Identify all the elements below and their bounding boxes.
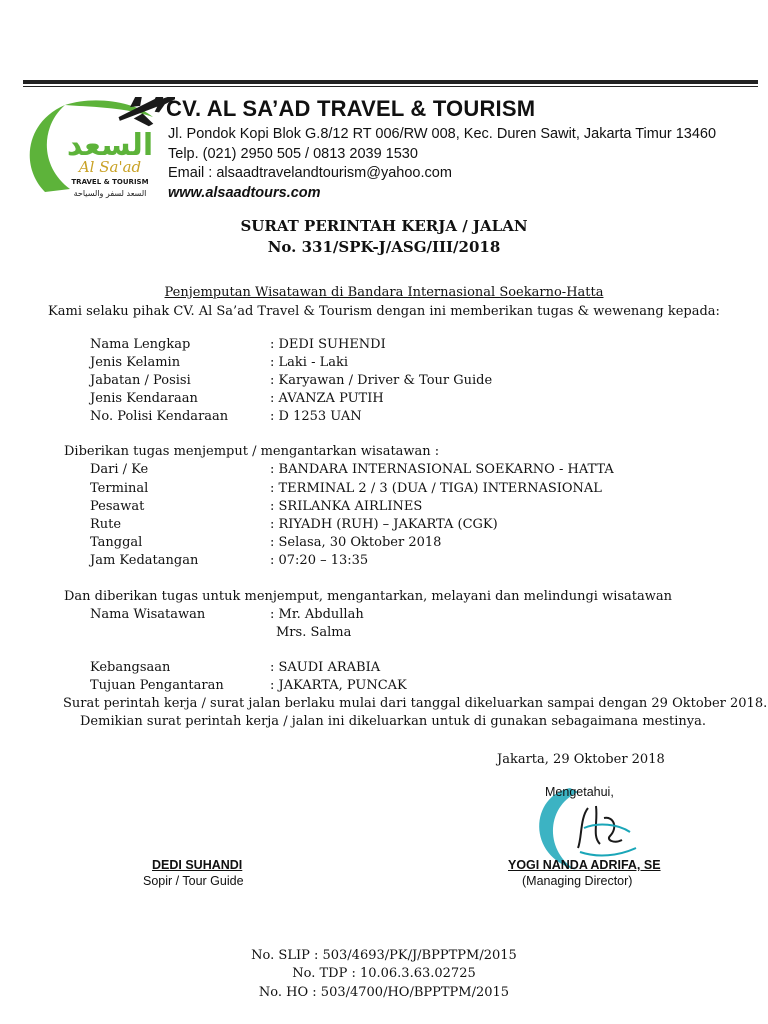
company-logo: [25, 97, 175, 202]
field-value: : TERMINAL 2 / 3 (DUA / TIGA) INTERNASIONAL: [270, 481, 602, 496]
footer-tdp: No. TDP : 10.06.3.63.02725: [292, 966, 476, 981]
field-value: : DEDI SUHENDI: [270, 337, 386, 352]
field-label: Rute: [90, 517, 122, 532]
driver-signature-name: DEDI SUHANDI: [152, 858, 243, 872]
director-signature-role: (Managing Director): [522, 874, 633, 888]
field-value: : BANDARA INTERNASIONAL SOEKARNO - HATTA: [270, 462, 614, 477]
driver-signature-role: Sopir / Tour Guide: [143, 874, 244, 888]
field-value: : D 1253 UAN: [270, 409, 362, 424]
field-label: Jabatan / Posisi: [90, 373, 191, 388]
field-label: Kebangsaan: [90, 660, 171, 675]
field-label: Jenis Kelamin: [90, 355, 181, 370]
footer-ho: No. HO : 503/4700/HO/BPPTPM/2015: [258, 985, 510, 1000]
closing-text: Demikian surat perintah kerja / jalan ini dikeluarkan untuk di gunakan sebagaimana mestinya.: [80, 714, 706, 729]
field-label: Jam Kedatangan: [90, 553, 199, 568]
service-intro: Dan diberikan tugas untuk menjemput, mengantarkan, melayani dan melindungi wisatawan: [64, 589, 673, 604]
field-value: : 07:20 – 13:35: [270, 553, 369, 568]
header-rule-thick: [23, 80, 758, 84]
header-rule-thin: [23, 86, 758, 87]
field-value: : JAKARTA, PUNCAK: [270, 678, 407, 693]
field-label: Nama Wisatawan: [90, 607, 206, 622]
field-label: Tujuan Pengantaran: [90, 678, 224, 693]
intro-text: Kami selaku pihak CV. Al Sa’ad Travel & Tourism dengan ini memberikan tugas & wewenang kepada:: [48, 304, 720, 319]
task-intro: Diberikan tugas menjemput / mengantarkan wisatawan :: [64, 444, 440, 459]
field-label: Tanggal: [90, 535, 143, 550]
field-label: Pesawat: [90, 499, 145, 514]
crescent-green: [30, 105, 70, 192]
company-phone: Telp. (021) 2950 505 / 0813 2039 1530: [168, 146, 418, 162]
field-label: Jenis Kendaraan: [90, 391, 198, 406]
company-website: www.alsaadtours.com: [168, 185, 321, 201]
logo-latin-name: Al Sa'ad: [78, 158, 142, 176]
logo-arabic-tagline: السعد لسفر والسياحة: [73, 189, 147, 198]
field-value: : Karyawan / Driver & Tour Guide: [270, 373, 493, 388]
field-label: Terminal: [90, 481, 149, 496]
field-label: Dari / Ke: [90, 462, 149, 477]
acknowledged-label: Mengetahui,: [545, 785, 614, 799]
document-subject: Penjemputan Wisatawan di Bandara Internasional Soekarno-Hatta: [164, 285, 604, 300]
document-number: No. 331/SPK-J/ASG/III/2018: [267, 238, 501, 256]
footer-slip: No. SLIP : 503/4693/PK/J/BPPTPM/2015: [251, 948, 517, 963]
field-label: No. Polisi Kendaraan: [90, 409, 229, 424]
field-value: : SRILANKA AIRLINES: [270, 499, 423, 514]
company-address: Jl. Pondok Kopi Blok G.8/12 RT 006/RW 008, Kec. Duren Sawit, Jakarta Timur 13460: [168, 126, 717, 142]
director-signature-name: YOGI NANDA ADRIFA, SE: [508, 858, 661, 872]
document-title: SURAT PERINTAH KERJA / JALAN: [240, 217, 528, 235]
field-value: Mrs. Salma: [276, 625, 352, 640]
field-value: : AVANZA PUTIH: [270, 391, 384, 406]
field-value: : SAUDI ARABIA: [270, 660, 381, 675]
field-value: : RIYADH (RUH) – JAKARTA (CGK): [270, 517, 498, 532]
company-email: Email : alsaadtravelandtourism@yahoo.com: [168, 165, 452, 181]
logo-arabic-name: السعد: [66, 128, 154, 163]
field-value: : Laki - Laki: [270, 355, 349, 370]
logo-tagline: TRAVEL & TOURISM: [71, 178, 149, 186]
field-label: Nama Lengkap: [90, 337, 191, 352]
validity-text: Surat perintah kerja / surat jalan berlaku mulai dari tanggal dikeluarkan sampai dengan 29 Oktober 2018.: [63, 696, 768, 711]
company-name: CV. AL SA’AD TRAVEL & TOURISM: [166, 96, 536, 121]
field-value: : Mr. Abdullah: [270, 607, 364, 622]
field-value: : Selasa, 30 Oktober 2018: [270, 535, 442, 550]
place-date: Jakarta, 29 Oktober 2018: [497, 752, 665, 767]
